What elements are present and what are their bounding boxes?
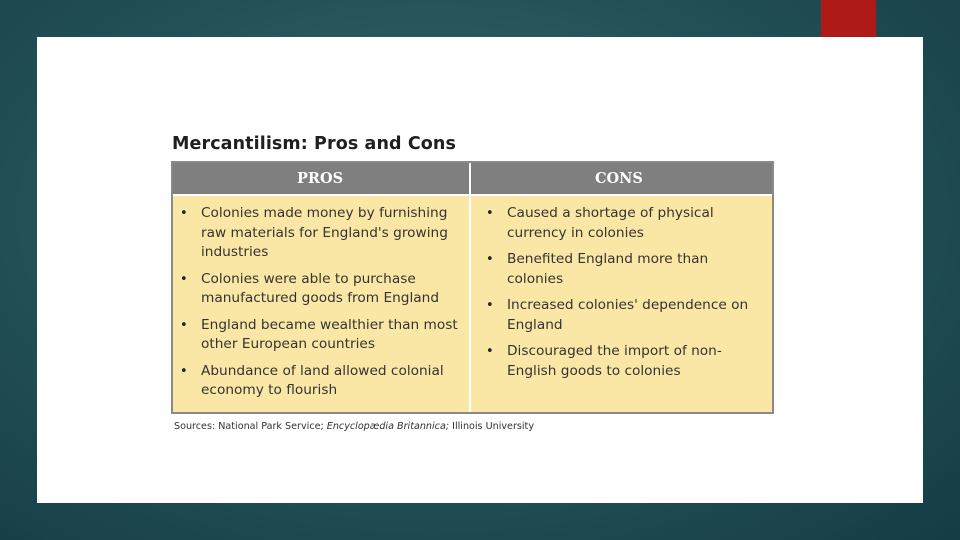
- bullet-icon: •: [486, 344, 494, 359]
- list-item: [178, 270, 459, 309]
- list-item: [178, 316, 459, 355]
- sources-italic: Encyclopædia Britannica;: [326, 421, 450, 432]
- sources-prefix: Sources: National Park Service;: [174, 421, 327, 432]
- list-item: [178, 362, 459, 401]
- pros-list: [173, 196, 469, 401]
- cons-item-text: Discouraged the import of non-English goods to colonies: [507, 343, 722, 379]
- bullet-icon: •: [180, 271, 188, 287]
- list-item: [484, 296, 762, 335]
- bullet-icon: •: [180, 317, 188, 333]
- pros-item-text: Colonies were able to purchase manufactured goods from England: [201, 270, 440, 306]
- cons-item-text: Increased colonies' dependence on England: [507, 297, 749, 333]
- pros-header: PROS: [173, 163, 469, 196]
- sources-caption: [174, 421, 534, 432]
- list-item: [484, 204, 762, 243]
- pros-item-text: Colonies made money by furnishing raw materials for England's growing industries: [201, 205, 448, 260]
- bullet-icon: •: [180, 206, 188, 221]
- bullet-icon: •: [180, 363, 188, 379]
- bullet-icon: •: [486, 206, 494, 221]
- pros-cons-table: [171, 161, 774, 414]
- cons-item-text: Caused a shortage of physical currency in colonies: [507, 205, 714, 241]
- bullet-icon: •: [486, 298, 494, 313]
- list-item: [178, 204, 459, 263]
- cons-column: [471, 163, 772, 412]
- pros-item-text: England became wealthier than most other European countries: [201, 316, 458, 352]
- cons-item-text: Benefited England more than colonies: [507, 251, 709, 287]
- list-item: [484, 342, 762, 381]
- bullet-icon: •: [486, 252, 494, 267]
- pros-column: [173, 163, 469, 412]
- list-item: [484, 250, 762, 289]
- pros-item-text: Abundance of land allowed colonial economy to flourish: [201, 362, 444, 398]
- cons-header: CONS: [471, 163, 772, 196]
- cons-list: [471, 196, 772, 381]
- page-title: Mercantilism: Pros and Cons: [172, 134, 456, 154]
- sources-suffix: Illinois University: [449, 421, 534, 432]
